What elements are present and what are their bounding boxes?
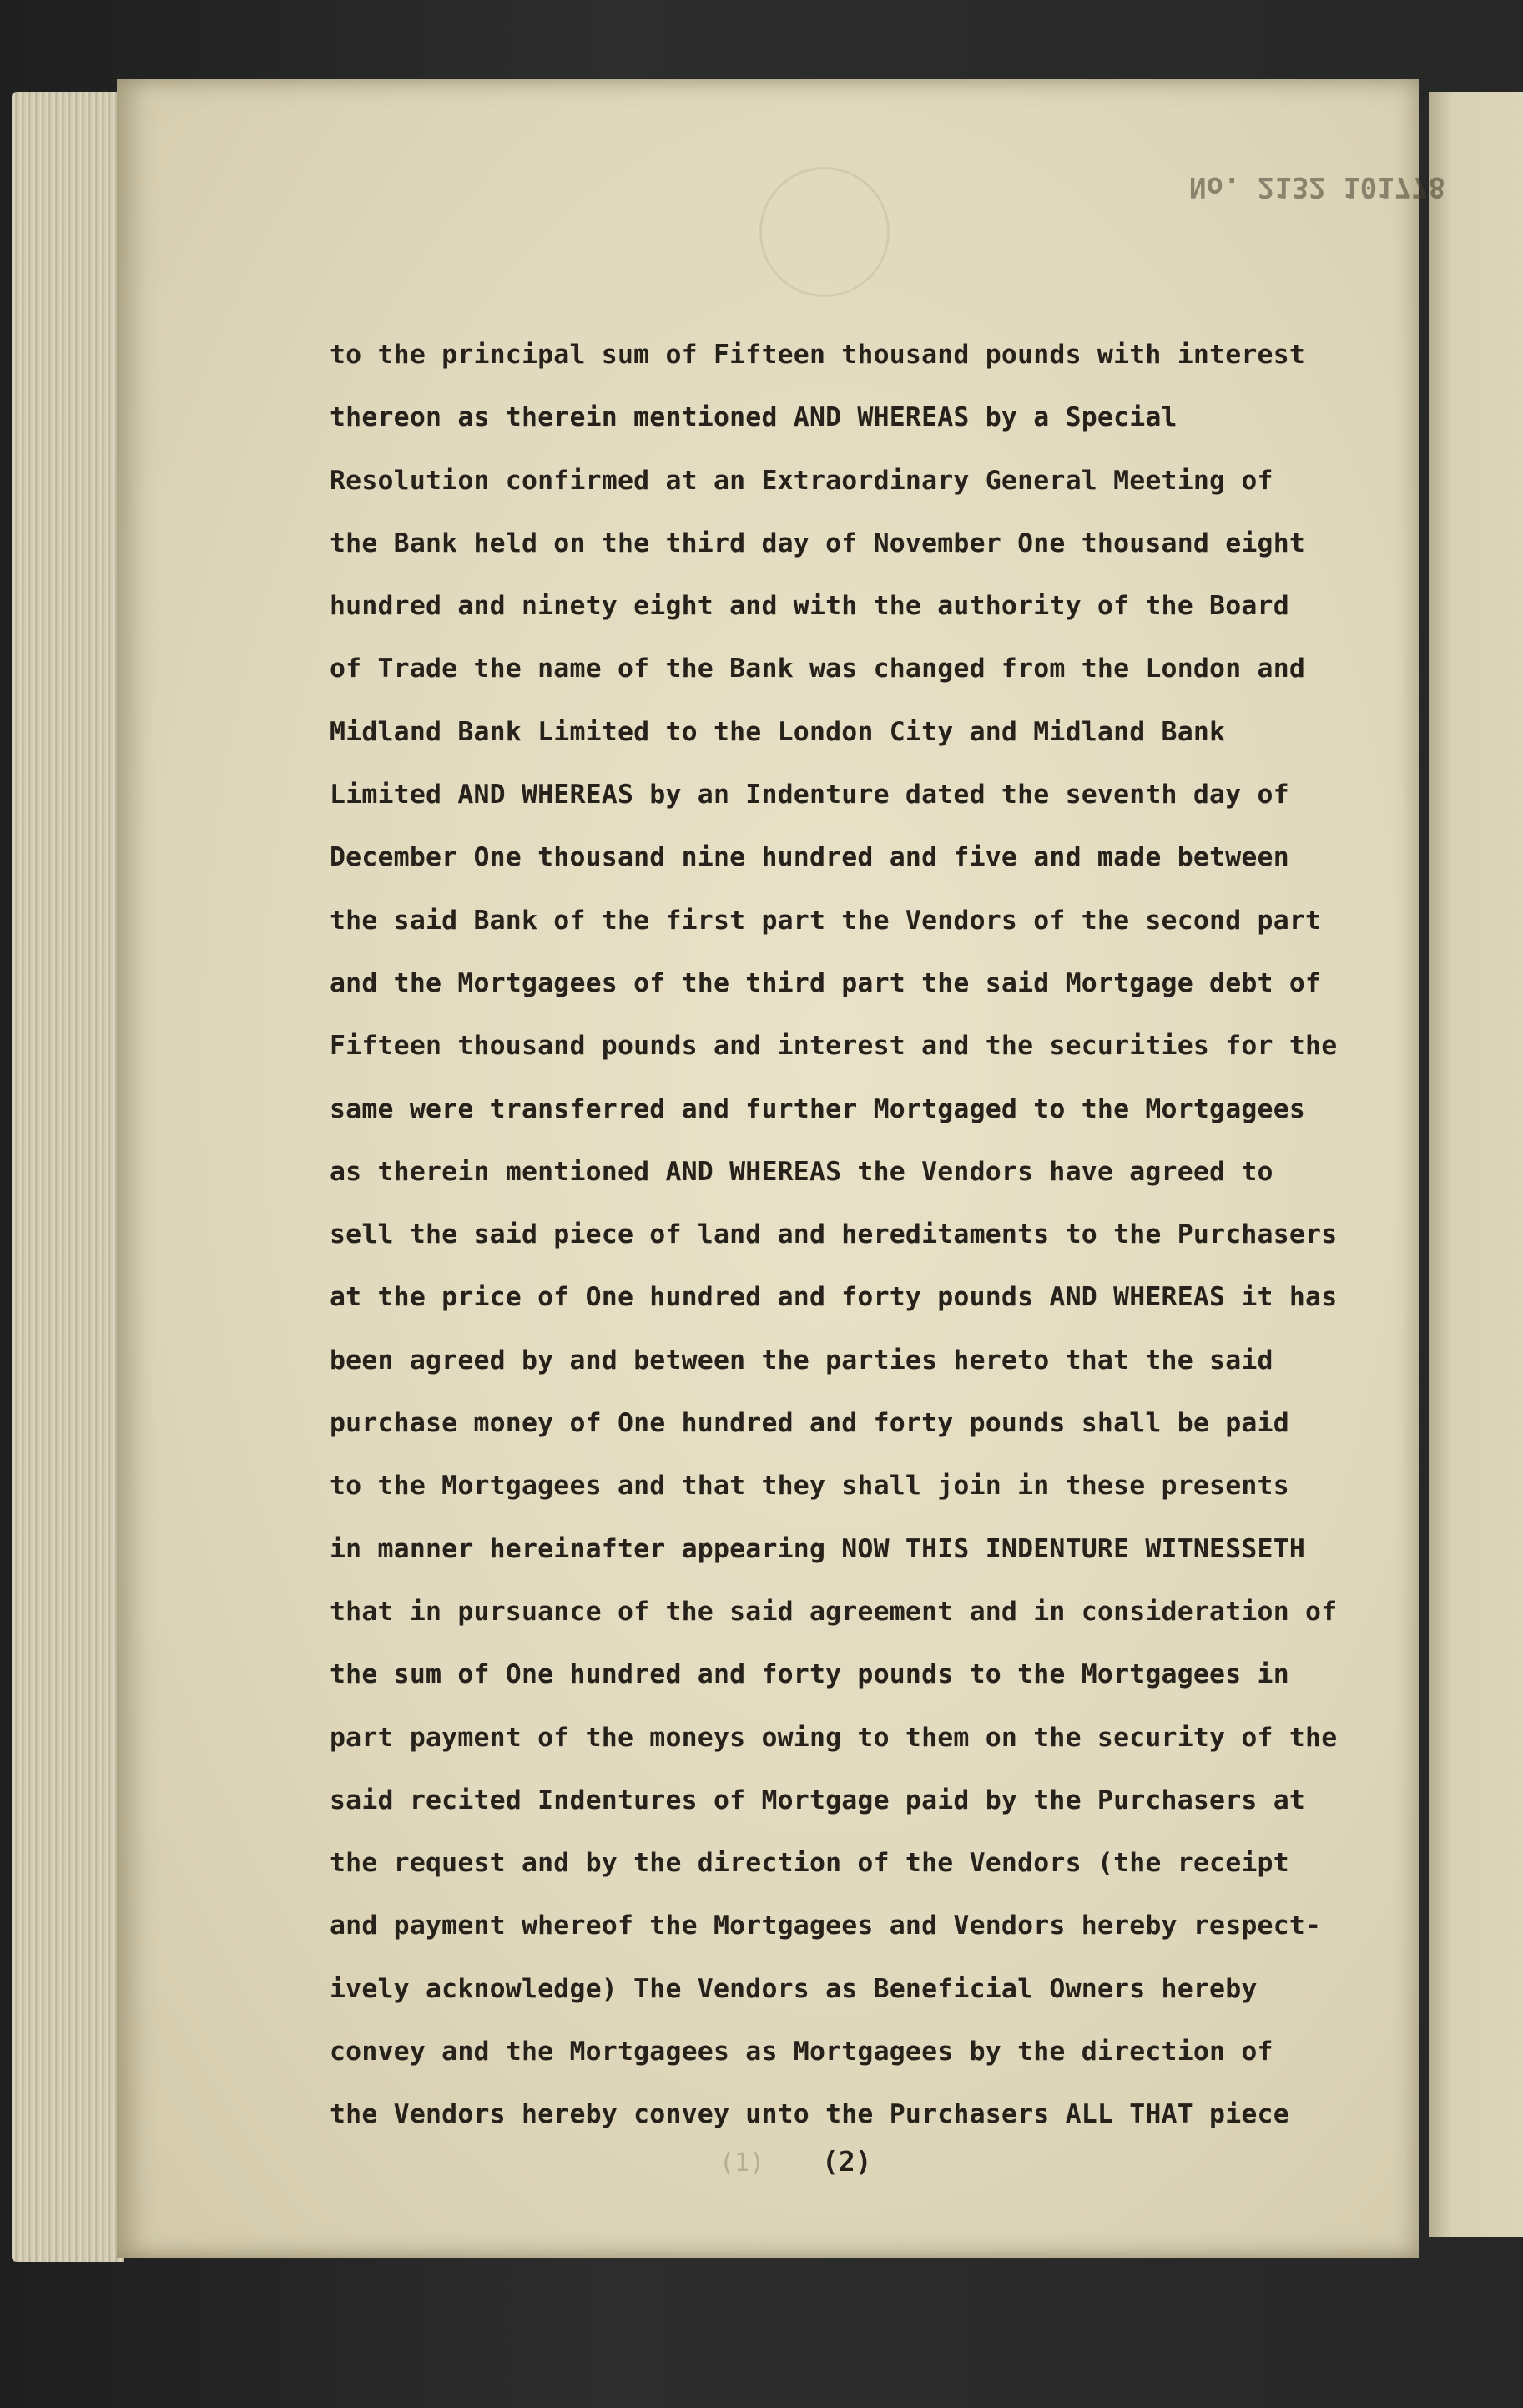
text-line: the Vendors hereby convey unto the Purchasers ALL THAT piece (330, 2099, 1289, 2130)
ghost-page-number: (1) (719, 2148, 765, 2178)
text-line: of Trade the name of the Bank was changed from the London and (330, 654, 1306, 684)
text-line: same were transferred and further Mortgaged to the Mortgagees (330, 1093, 1306, 1124)
text-line: been agreed by and between the parties hereto that the said (330, 1345, 1273, 1376)
text-line: and payment whereof the Mortgagees and Vendors hereby respect- (330, 1911, 1322, 1941)
page-number: (2) (822, 2145, 872, 2178)
document-text-body (330, 324, 1406, 2147)
page-stack-edges (12, 92, 124, 2262)
text-line: convey and the Mortgagees as Mortgagees by the direction of (330, 2037, 1273, 2067)
text-line: as therein mentioned AND WHEREAS the Vendors have agreed to (330, 1156, 1273, 1187)
text-line: December One thousand nine hundred and five and made between (330, 842, 1289, 873)
embossed-seal-icon (759, 167, 890, 297)
text-line: Resolution confirmed at an Extraordinary General Meeting of (330, 465, 1273, 496)
registration-stamp: No. 2132 101778 (1189, 170, 1446, 204)
text-line: ively acknowledge) The Vendors as Beneficial Owners hereby (330, 1973, 1258, 2004)
facing-page-edge (1429, 92, 1523, 2237)
text-line: hundred and ninety eight and with the authority of the Board (330, 591, 1289, 622)
text-line: at the price of One hundred and forty pounds AND WHEREAS it has (330, 1282, 1338, 1313)
text-line: said recited Indentures of Mortgage paid by the Purchasers at (330, 1785, 1306, 1815)
text-line: to the Mortgagees and that they shall join in these presents (330, 1471, 1289, 1502)
text-line: the said Bank of the first part the Vendors of the second part (330, 905, 1322, 936)
text-line: and the Mortgagees of the third part the said Mortgage debt of (330, 967, 1322, 998)
text-line: the request and by the direction of the Vendors (the receipt (330, 1848, 1289, 1879)
text-line: Limited AND WHEREAS by an Indenture dated the seventh day of (330, 780, 1289, 810)
text-line: the Bank held on the third day of November One thousand eight (330, 528, 1306, 558)
text-line: in manner hereinafter appearing NOW THIS INDENTURE WITNESSETH (330, 1533, 1306, 1564)
text-line: that in pursuance of the said agreement and in consideration of (330, 1596, 1338, 1627)
text-line: to the principal sum of Fifteen thousand pounds with interest (330, 340, 1306, 370)
text-line: part payment of the moneys owing to them on the security of the (330, 1722, 1338, 1753)
text-line: the sum of One hundred and forty pounds to the Mortgagees in (330, 1659, 1289, 1690)
text-line: thereon as therein mentioned AND WHEREAS by a Special (330, 402, 1178, 433)
text-line: Fifteen thousand pounds and interest and the securities for the (330, 1031, 1338, 1062)
text-line: sell the said piece of land and hereditaments to the Purchasers (330, 1219, 1338, 1250)
text-line: Midland Bank Limited to the London City and Midland Bank (330, 716, 1226, 747)
text-line: purchase money of One hundred and forty pounds shall be paid (330, 1408, 1289, 1439)
